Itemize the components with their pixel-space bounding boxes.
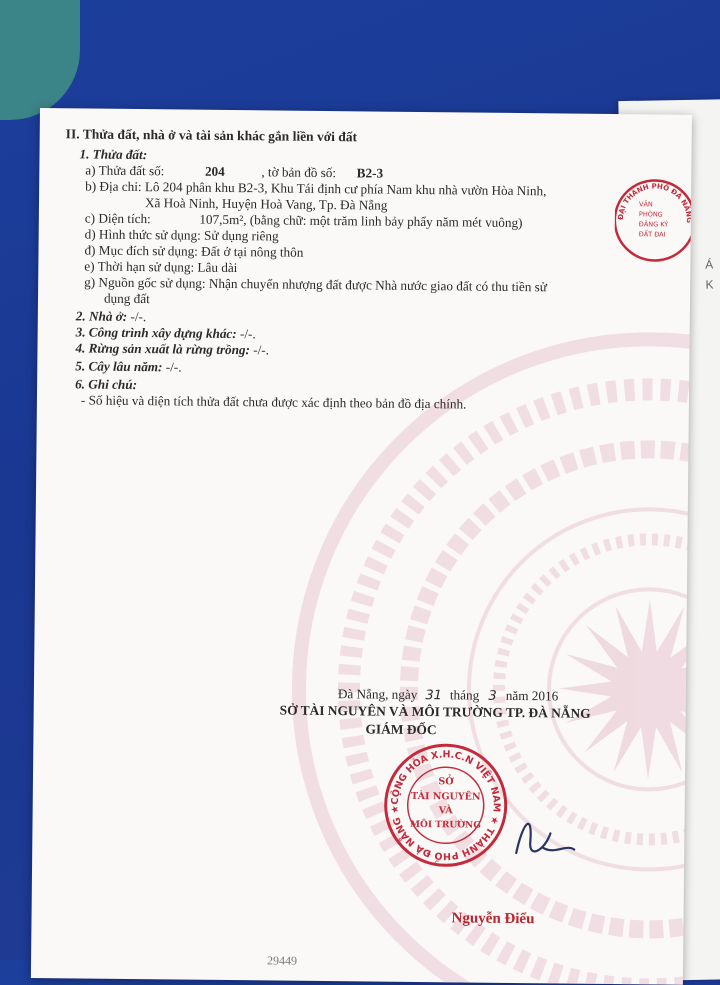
signer-position: GIÁM ĐỐC xyxy=(365,721,437,738)
land-heading: 1. Thửa đất: xyxy=(79,146,148,163)
notes-label: 6. Ghi chú: xyxy=(75,376,138,393)
area-label: c) Diện tích: xyxy=(84,210,151,227)
cloth-fold xyxy=(0,0,80,120)
other-works-value: -/-. xyxy=(239,326,256,342)
planted-forest-label: 4. Rừng sản xuất là rừng trồng: xyxy=(75,340,251,358)
other-works-row xyxy=(76,324,256,342)
perennial-trees-value: -/-. xyxy=(165,359,182,375)
perennial-trees-row xyxy=(75,358,181,375)
date-year: năm 2016 xyxy=(505,687,559,704)
seal-center-line: MÔI TRƯỜNG xyxy=(409,819,482,831)
parcel-number: 204 xyxy=(204,163,225,179)
date-prefix: Đà Nẵng, ngày xyxy=(337,686,418,702)
corner-seal-line: PHÒNG xyxy=(638,210,663,219)
serial-fragment: 29449 xyxy=(267,953,298,968)
date-month: 3 xyxy=(488,688,497,704)
address-line-1: Lô 204 phân khu B2-3, Khu Tái định cư phía Nam khu nhà vườn Hòa Ninh, xyxy=(144,179,547,199)
corner-seal-line: VĂN xyxy=(638,200,653,209)
issuing-authority: SỞ TÀI NGUYÊN VÀ MÔI TRƯỜNG TP. ĐÀ NẴNG xyxy=(279,702,591,721)
use-term: e) Thời hạn sử dụng: Lâu dài xyxy=(84,258,238,276)
signature xyxy=(504,803,585,864)
parcel-number-label: a) Thửa đất số: xyxy=(85,162,165,179)
map-sheet-label: , tờ bản đồ số: xyxy=(261,164,337,181)
land-origin-line-1: g) Nguồn gốc sử dụng: Nhận chuyển nhượng đất được Nhà nước giao đất có thu tiền sử xyxy=(84,274,548,295)
perennial-trees-label: 5. Cây lâu năm: xyxy=(75,358,163,375)
house-value: -/-. xyxy=(130,308,147,325)
area-value: 107,5m², (bằng chữ: một trăm linh bảy phẩy năm mét vuông) xyxy=(199,211,523,231)
other-works-label: 3. Công trình xây dựng khác: xyxy=(75,324,237,342)
planted-forest-value: -/-. xyxy=(253,342,270,358)
notes-line-1: - Số hiệu và diện tích thửa đất chưa được xác định theo bản đồ địa chính. xyxy=(80,392,467,412)
date-day: 31 xyxy=(425,688,442,704)
seal-center-line: TÀI NGUYÊN xyxy=(411,790,481,803)
address-label: b) Địa chỉ: xyxy=(85,178,142,195)
seal-ring-text: CỘNG HÒA X.H.C.N VIỆT NAM ★ THÀNH PHỐ ĐÀ NẴNG ★ xyxy=(389,749,502,862)
official-seal xyxy=(380,740,511,871)
house-label: 2. Nhà ở: xyxy=(75,308,128,324)
corner-seal xyxy=(614,172,692,269)
certificate-content xyxy=(31,108,692,985)
planted-forest-row xyxy=(75,340,269,358)
house-row xyxy=(76,308,147,325)
seal-center-line: VÀ xyxy=(438,805,453,817)
corner-seal-ring-text: ĐẠI THÀNH PHỐ ĐÀ NẴNG xyxy=(616,182,693,224)
corner-seal-line: ĐĂNG KÝ xyxy=(638,220,669,229)
address-line-2: Xã Hoà Ninh, Huyện Hoà Vang, Tp. Đà Nẵng xyxy=(144,195,388,213)
corner-seal-line: ĐẤT ĐAI xyxy=(638,230,666,239)
seal-center-line: SỞ xyxy=(438,776,454,788)
section-title: II. Thửa đất, nhà ở và tài sản khác gắn liền với đất xyxy=(65,126,358,145)
date-month-label: tháng xyxy=(449,687,480,703)
next-page-mark: Á xyxy=(705,257,714,272)
map-sheet-number: B2-3 xyxy=(356,165,384,181)
use-purpose: đ) Mục đích sử dụng: Đất ở tại nông thôn xyxy=(84,242,304,260)
next-page-mark: K xyxy=(705,277,714,292)
certificate-page xyxy=(31,108,692,985)
land-origin-line-2: dụng đất xyxy=(103,290,150,307)
use-form: d) Hình thức sử dụng: Sử dụng riêng xyxy=(84,226,279,244)
signer-name: Nguyễn Điểu xyxy=(451,910,535,928)
